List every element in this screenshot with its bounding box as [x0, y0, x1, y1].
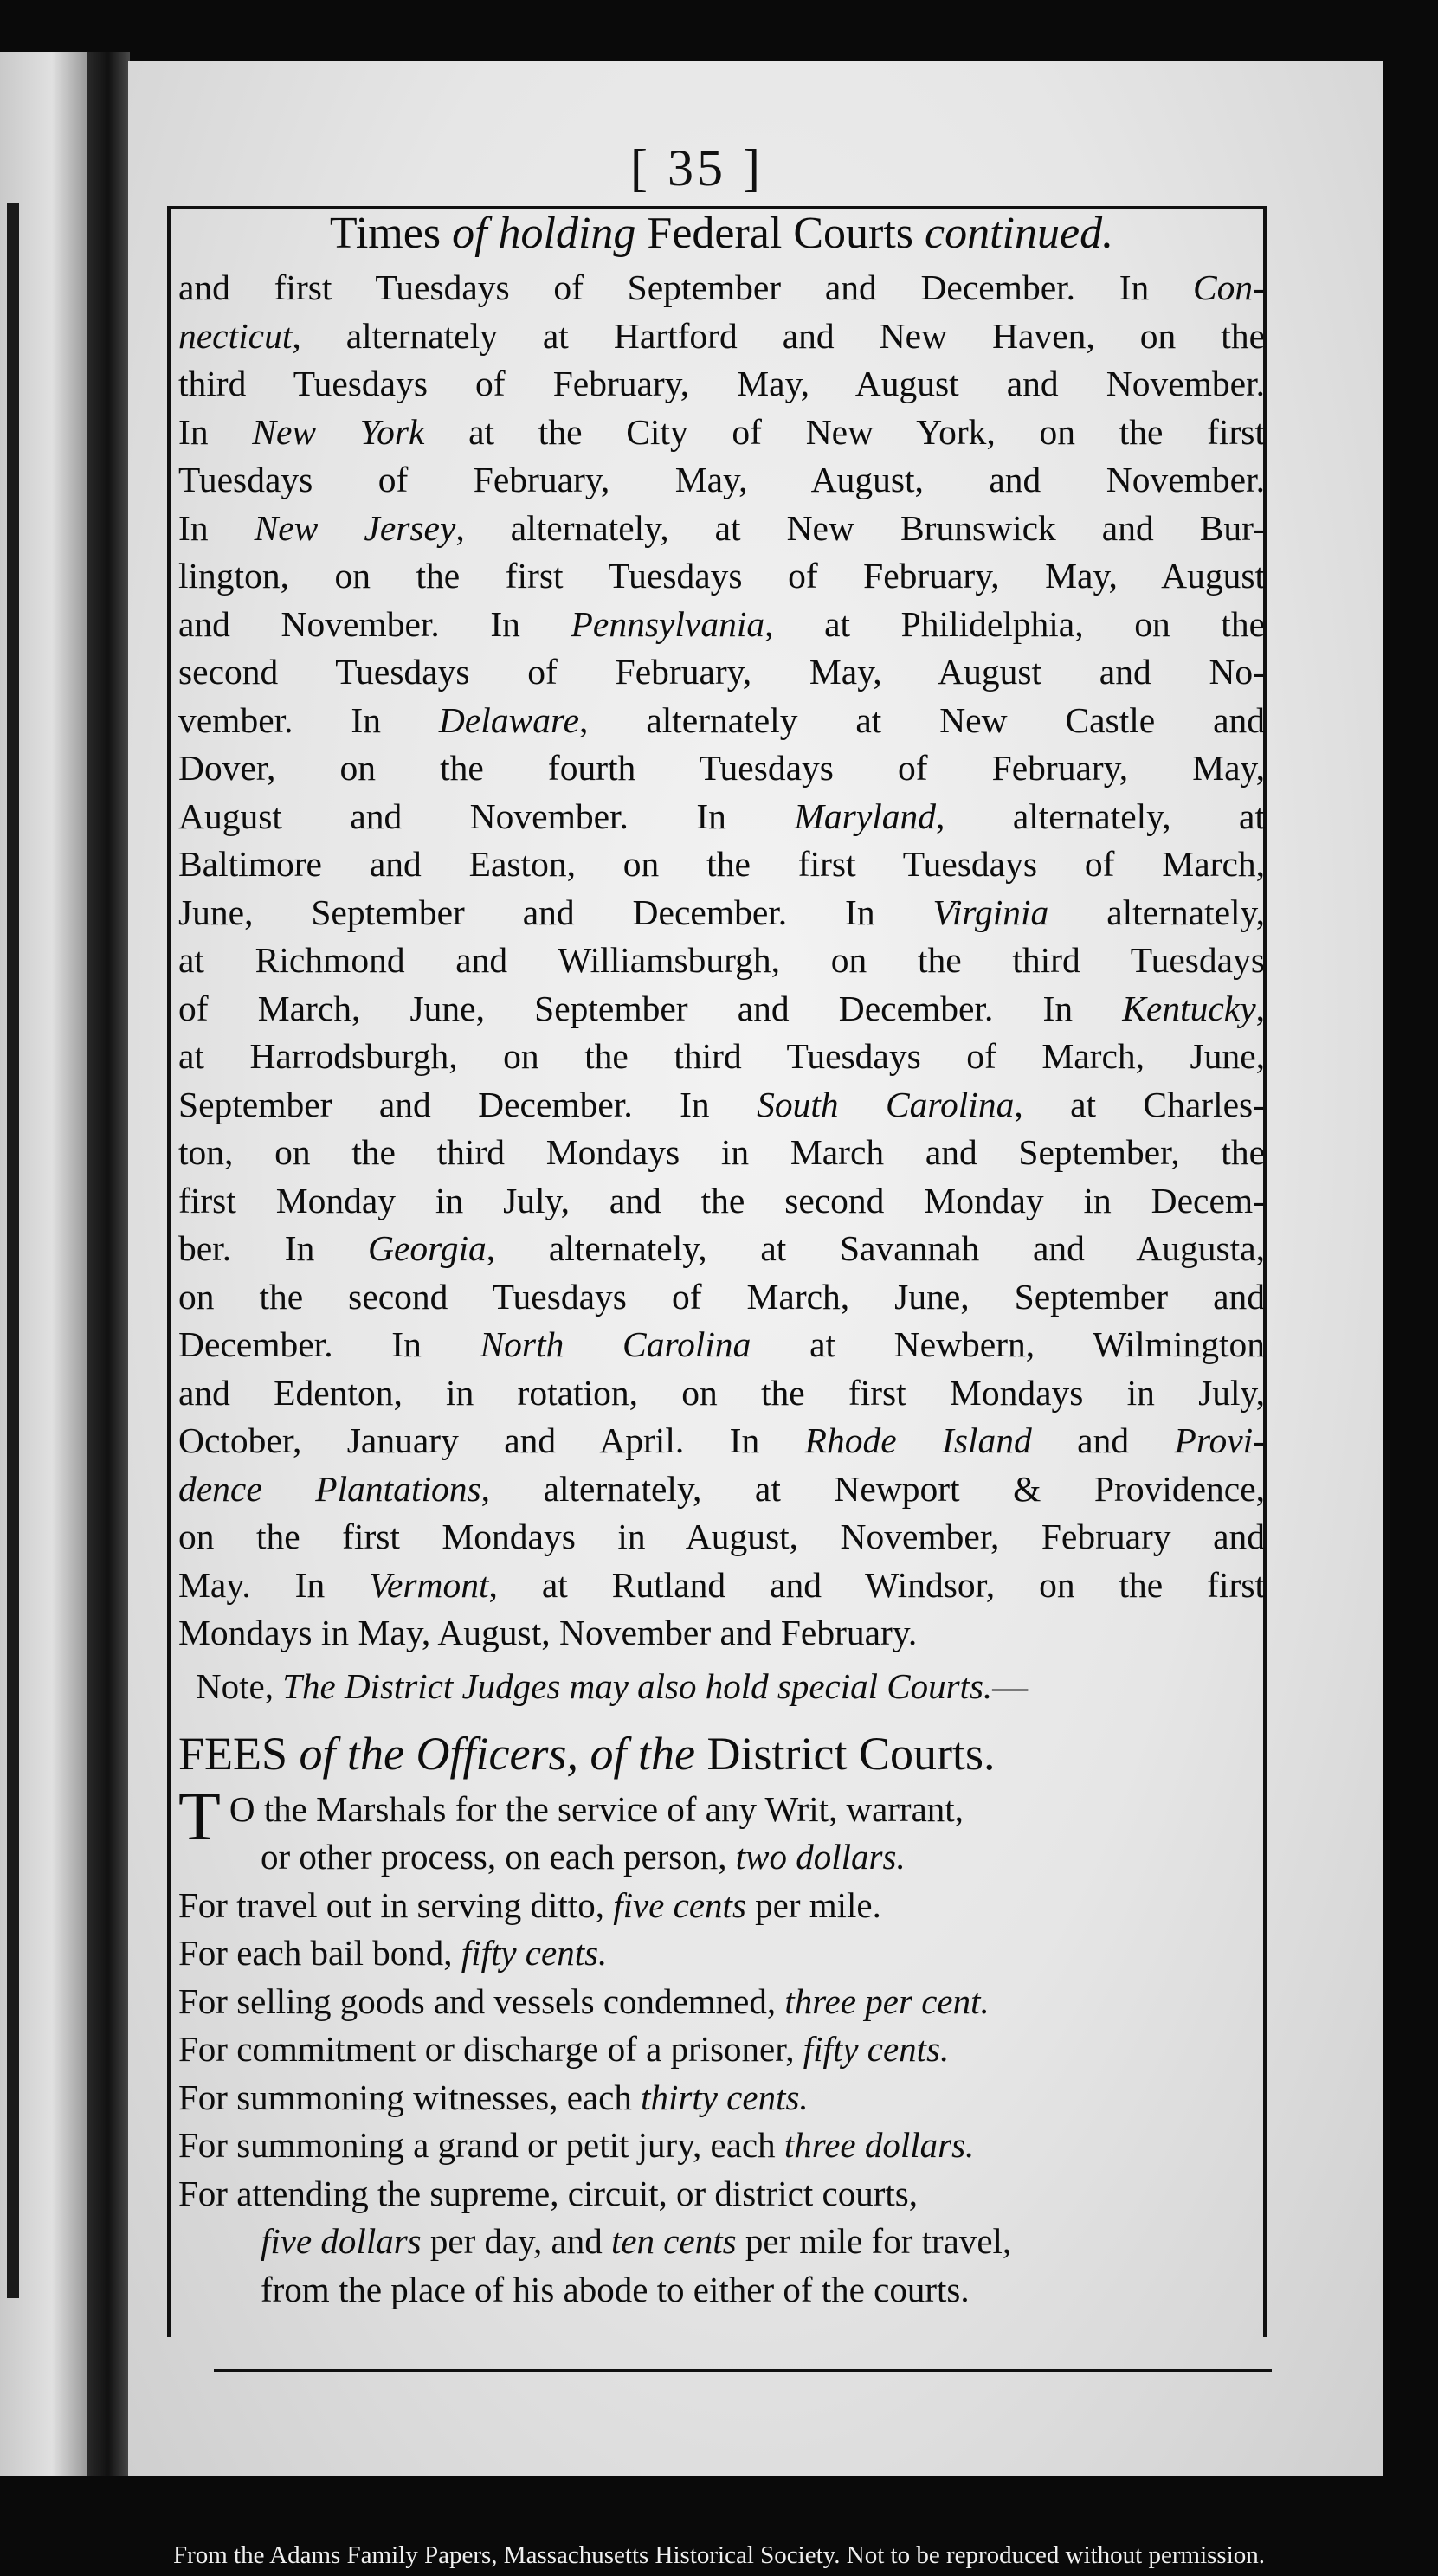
bottom-rule — [214, 2369, 1272, 2372]
facing-page-edge — [0, 52, 87, 2476]
text-line: necticut, alternately at Hartford and New Haven, on the — [178, 315, 1265, 356]
text-line: December. In North Carolina at Newbern, Wilmington — [178, 1324, 1265, 1364]
text-line: vember. In Delaware, alternately at New Castle and — [178, 699, 1265, 740]
text-line: In New York at the City of New York, on the first — [178, 411, 1265, 452]
text-line: of March, June, September and December. In Kentucky, — [178, 988, 1265, 1028]
text-line: on the second Tuesdays of March, June, September and — [178, 1276, 1265, 1317]
book-gutter — [87, 52, 130, 2476]
court-schedule-text — [178, 264, 1265, 1658]
text-line: Baltimore and Easton, on the first Tuesdays of March, — [178, 844, 1265, 884]
text-line: at Harrodsburgh, on the third Tuesdays of March, June, — [178, 1036, 1265, 1076]
text-line: August and November. In Maryland, alternately, at — [178, 795, 1265, 836]
fee-item: For summoning witnesses, each thirty cents. — [178, 2077, 809, 2117]
fee-item: T O the Marshals for the service of any Writ, warrant, — [178, 1778, 964, 1855]
text-line: October, January and April. In Rhode Island and Provi- — [178, 1420, 1265, 1460]
fee-item: from the place of his abode to either of the courts. — [261, 2269, 970, 2309]
text-line: and Edenton, in rotation, on the first Mondays in July, — [178, 1372, 1265, 1413]
text-line: and first Tuesdays of September and December. In Con- — [178, 267, 1265, 307]
note-line: Note, The District Judges may also hold special Courts.— — [196, 1665, 1029, 1706]
text-line: third Tuesdays of February, May, August and November. — [178, 364, 1265, 403]
text-line: ton, on the third Mondays in March and September, the — [178, 1132, 1265, 1172]
copyright-footer: From the Adams Family Papers, Massachusetts Historical Society. Not to be reproduced without permission. — [172, 2541, 1266, 2569]
fee-item: For commitment or discharge of a prisoner, fifty cents. — [178, 2029, 950, 2069]
fees-heading: FEES of the Officers, of the District Courts. — [178, 1727, 996, 1780]
fee-item: or other process, on each person, two dollars. — [261, 1837, 906, 1877]
text-line: dence Plantations, alternately, at Newport & Providence, — [178, 1468, 1265, 1509]
text-line: May. In Vermont, at Rutland and Windsor, on the first — [178, 1564, 1265, 1605]
text-line: ber. In Georgia, alternately, at Savannah and Augusta, — [178, 1228, 1265, 1268]
text-line: September and December. In South Carolina, at Charles- — [178, 1084, 1265, 1124]
fee-item: For attending the supreme, circuit, or district courts, — [178, 2173, 918, 2213]
facing-page-rule — [7, 203, 19, 2298]
page-content — [178, 208, 1265, 2314]
text-line: Tuesdays of February, May, August, and November. — [178, 460, 1265, 499]
text-line: lington, on the first Tuesdays of February, May, August — [178, 556, 1265, 596]
text-line: In New Jersey, alternately, at New Brunswick and Bur- — [178, 507, 1265, 548]
fee-item: five dollars per day, and ten cents per mile for travel, — [261, 2221, 1012, 2261]
text-line: first Monday in July, and the second Monday in Decem- — [178, 1180, 1265, 1220]
section-heading: Times of holding Federal Courts continued. — [329, 209, 1114, 258]
text-line: June, September and December. In Virginia alternately, — [178, 892, 1265, 932]
scanned-page — [128, 61, 1383, 2476]
fee-item: For each bail bond, fifty cents. — [178, 1933, 608, 1973]
text-line: Mondays in May, August, November and February. — [178, 1613, 918, 1652]
text-line: and November. In Pennsylvania, at Philidelphia, on the — [178, 603, 1265, 644]
text-line: second Tuesdays of February, May, August and No- — [178, 652, 1265, 692]
fee-item: For travel out in serving ditto, five cents per mile. — [178, 1884, 881, 1925]
text-line: at Richmond and Williamsburgh, on the third Tuesdays — [178, 940, 1265, 980]
page-number: [ 35 ] — [630, 139, 764, 196]
fee-item: For summoning a grand or petit jury, each three dollars. — [178, 2125, 975, 2165]
text-line: Dover, on the fourth Tuesdays of February, May, — [178, 748, 1265, 788]
fees-list — [178, 1778, 1265, 2315]
fee-item: For selling goods and vessels condemned, three per cent. — [178, 1980, 990, 2021]
text-line: on the first Mondays in August, November, February and — [178, 1517, 1265, 1556]
drop-cap: T — [178, 1778, 221, 1855]
